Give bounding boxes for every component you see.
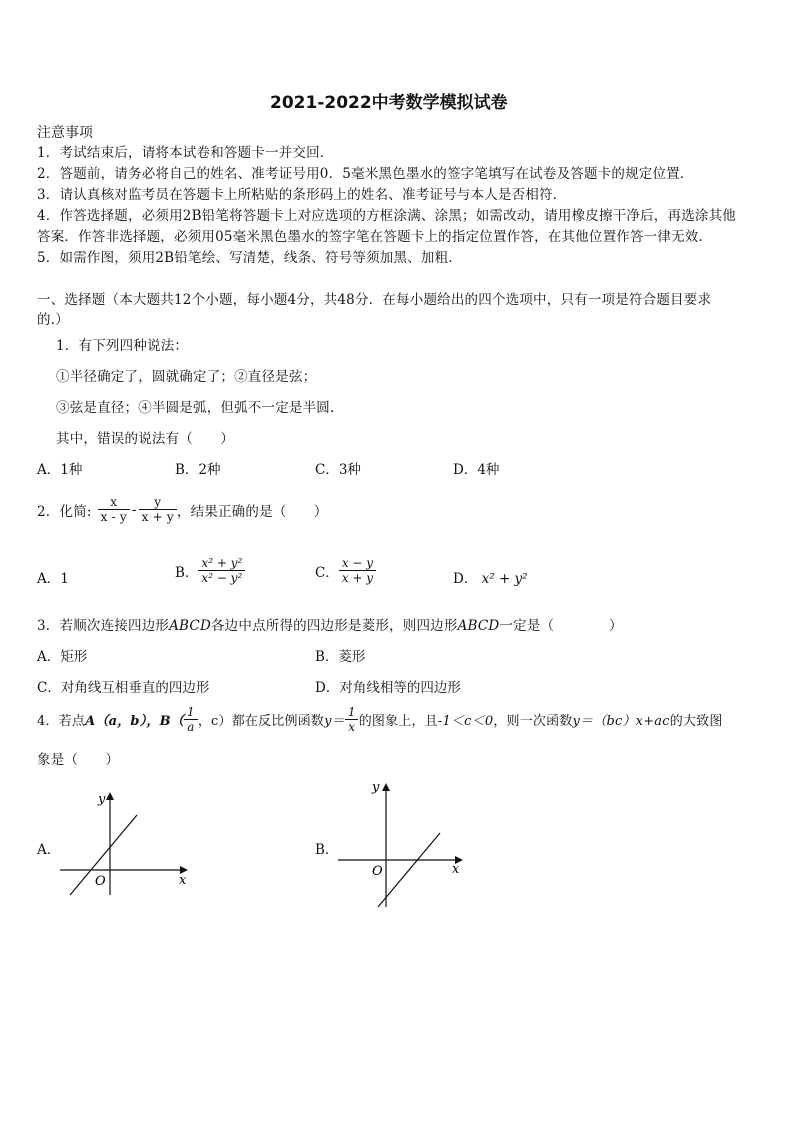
q2-option-c xyxy=(315,556,376,585)
q2-option-b-den: x² − y² xyxy=(198,570,245,585)
q3-option-a: A．矩形 xyxy=(37,649,88,665)
q2-option-a: A．1 xyxy=(37,571,69,587)
q1-option-d: D．4种 xyxy=(453,462,500,478)
q4-stem-line2: 象是（ ） xyxy=(37,752,120,768)
q4-stem-a: 4．若点 xyxy=(37,714,86,729)
q4-stem-b: 的图象上，且 xyxy=(358,714,438,729)
note-line-1: 1．考试结束后，请将本试卷和答题卡一并交回． xyxy=(37,145,334,161)
section-heading-line2: 的.） xyxy=(37,312,69,328)
q3-option-c: C．对角线互相垂直的四边形 xyxy=(37,680,210,696)
q2-prefix: 2．化简: xyxy=(37,503,92,520)
q2-fraction-2 xyxy=(139,495,177,524)
q4-option-a-graph xyxy=(55,785,205,900)
q4-frac-1-over-a xyxy=(184,705,198,734)
origin-label: O xyxy=(372,864,383,879)
q3-option-d: D．对角线相等的四边形 xyxy=(315,680,461,696)
x-axis-label: x xyxy=(179,873,187,888)
q2-option-d-expr: x² + y² xyxy=(481,571,528,587)
q2-option-c-den: x + y xyxy=(339,570,376,585)
q4-condition: -1＜c＜0 xyxy=(437,714,494,729)
note-line-5: 答案．作答非选择题，必须用05毫米黑色墨水的签字笔在答题卡上的指定位置作答，在其他位置作答一律无效． xyxy=(37,229,713,245)
q1-question: 其中，错误的说法有（ ） xyxy=(56,431,235,447)
q4-stem-c: ，则一次函数 xyxy=(493,714,573,729)
q3-stem-a: 3．若顺次连接四边形 xyxy=(37,618,170,634)
q2-option-d-label: D． xyxy=(453,571,478,587)
x-axis-label: x xyxy=(452,862,460,877)
q4-y-eq: y＝ xyxy=(324,714,345,729)
q2-option-b-fraction xyxy=(198,556,245,585)
q2-f1-den: x - y xyxy=(98,509,130,524)
q4-stem-d: 的大致图 xyxy=(669,714,723,729)
q4-frac-1-over-x xyxy=(345,705,359,734)
origin-label: O xyxy=(95,874,106,889)
q2-fraction-1 xyxy=(98,495,130,524)
q3-stem-b: 各边中点所得的四边形是菱形，则四边形 xyxy=(210,618,458,634)
q2-option-b xyxy=(175,556,245,585)
q1-option-a: A．1种 xyxy=(37,462,83,478)
q4-function: y＝（bc）x+ac xyxy=(572,714,670,729)
q4-point-b: ，c）都在反比例函数 xyxy=(197,714,325,729)
q4-option-b-label: B． xyxy=(315,842,339,858)
q2-option-b-num: x² + y² xyxy=(201,556,243,570)
q1-statement-1: ①半径确定了，圆就确定了；②直径是弦； xyxy=(56,369,317,385)
section-heading-line1: 一、选择题（本大题共12个小题，每小题4分，共48分．在每小题给出的四个选项中，只有一项是符合题目要求 xyxy=(37,292,712,308)
q2-option-c-num: x − y xyxy=(341,556,374,570)
q4-frac-num: 1 xyxy=(186,705,195,719)
y-axis-label: y xyxy=(98,792,106,807)
q2-f2-den: x + y xyxy=(139,509,177,524)
notes-heading: 注意事项 xyxy=(37,125,93,141)
note-line-6: 5．如需作图，须用2B铅笔绘、写清楚，线条、符号等须加黑、加粗． xyxy=(37,250,462,266)
q4-point-a: A（a，b），B（ xyxy=(85,714,184,729)
y-axis-label: y xyxy=(372,780,380,795)
q2-f2-num: y xyxy=(154,495,162,509)
q4-f-num: 1 xyxy=(347,705,356,719)
q1-statement-2: ③弦是直径；④半圆是弧，但弧不一定是半圆. xyxy=(56,400,335,416)
note-line-4: 4．作答选择题，必须用2B铅笔将答题卡上对应选项的方框涂满、涂黑；如需改动，请用橡皮擦干净后，再选涂其他 xyxy=(37,208,736,224)
q1-option-c: C．3种 xyxy=(315,462,361,478)
q3-abcd-2: ABCD xyxy=(457,618,500,634)
q1-stem: 1．有下列四种说法： xyxy=(56,338,189,354)
q2-option-c-label: C． xyxy=(315,564,339,581)
q2-stem xyxy=(37,495,328,524)
note-line-3: 3．请认真核对监考员在答题卡上所粘贴的条形码上的姓名、准考证号与本人是否相符． xyxy=(37,187,567,203)
note-line-2: 2．答题前，请务必将自己的姓名、准考证号用0．5毫米黑色墨水的签字笔填写在试卷及答题卡的规定位置． xyxy=(37,166,694,182)
q4-option-b-graph xyxy=(330,775,480,915)
q4-frac-den: a xyxy=(184,719,197,734)
y-axis-arrow xyxy=(106,792,114,800)
q3-abcd-1: ABCD xyxy=(169,618,211,634)
q2-option-d xyxy=(453,567,528,587)
q1-option-b: B．2种 xyxy=(175,462,221,478)
q2-f1-num: x xyxy=(110,495,118,509)
page-title: 2021-2022中考数学模拟试卷 xyxy=(270,93,508,113)
q2-minus: - xyxy=(131,501,137,518)
q4-option-a-label: A． xyxy=(37,842,61,858)
q3-stem xyxy=(37,614,623,634)
q4-f-den: x xyxy=(345,719,358,734)
q3-stem-c: 一定是（ ） xyxy=(499,618,623,634)
q2-option-c-fraction xyxy=(339,556,376,585)
q2-suffix: ，结果正确的是（ ） xyxy=(176,503,328,520)
function-line xyxy=(378,833,440,907)
y-axis-arrow xyxy=(382,783,390,791)
q3-option-b: B．菱形 xyxy=(315,649,366,665)
q2-option-b-label: B． xyxy=(175,564,199,581)
q4-stem xyxy=(37,705,723,734)
